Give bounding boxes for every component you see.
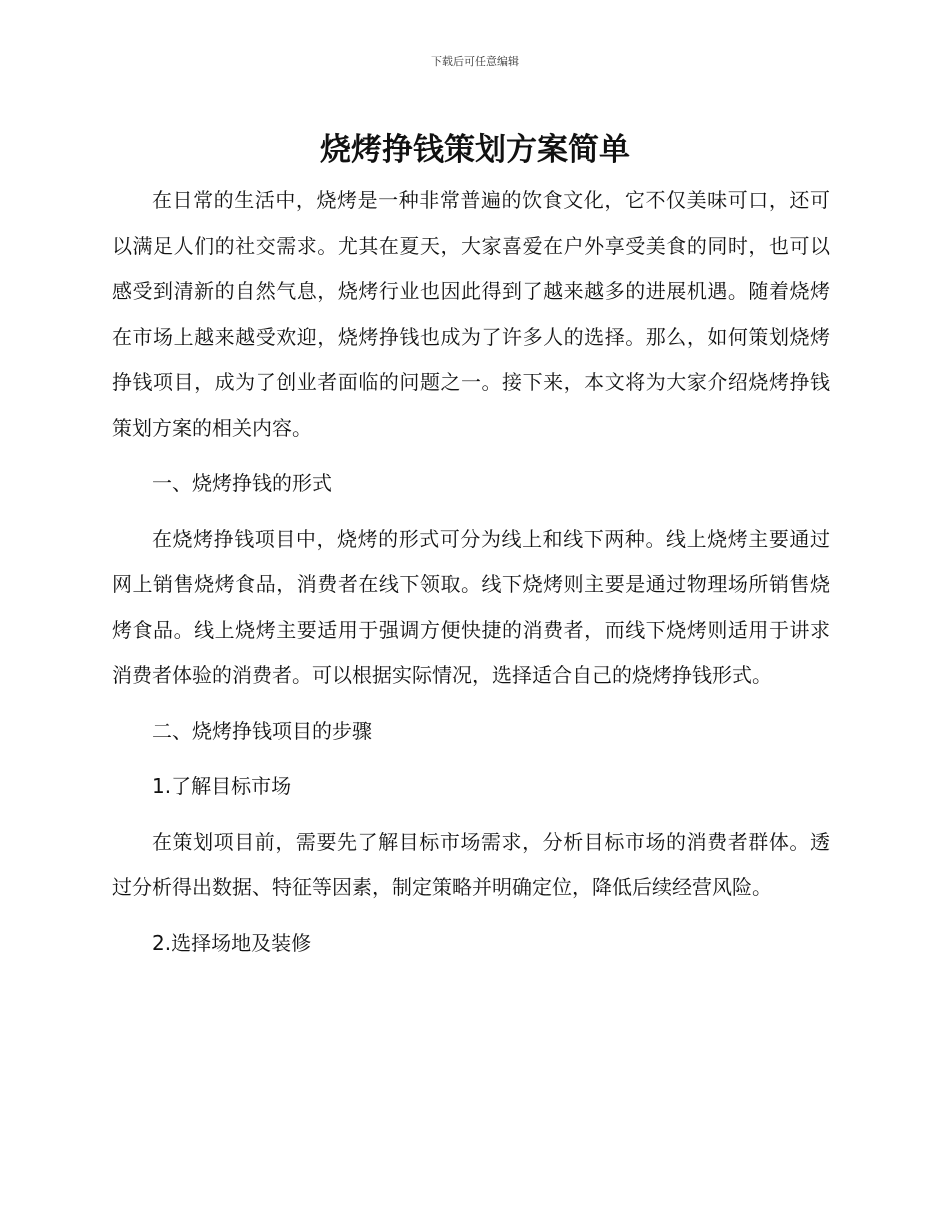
spacer xyxy=(112,911,830,921)
section-heading-forms: 一、烧烤挣钱的形式 xyxy=(152,471,332,495)
spacer xyxy=(112,699,830,709)
step-heading-venue: 2.选择场地及装修 xyxy=(152,930,312,955)
document-body xyxy=(112,178,830,966)
spacer xyxy=(112,451,830,461)
spacer xyxy=(112,754,830,764)
page-header-note: 下载后可任意编辑 xyxy=(431,55,519,68)
spacer xyxy=(112,810,830,820)
intro-paragraph: 在日常的生活中，烧烤是一种非常普遍的饮食文化，它不仅美味可口，还可以满足人们的社交需求。尤其在夏天，大家喜爱在户外享受美食的同时，也可以感受到清新的自然气息，烧烤行业也因此得到了越来越多的进展机遇。随着烧烤在市场上越来越受欢迎，烧烤挣钱也成为了许多人的选择。那么，如何策划烧烤挣钱项目，成为了创业者面临的问题之一。接下来，本文将为大家介绍烧烤挣钱策划方案的相关内容。 xyxy=(112,188,830,440)
step-heading-market: 1.了解目标市场 xyxy=(152,774,292,798)
forms-paragraph: 在烧烤挣钱项目中，烧烤的形式可分为线上和线下两种。线上烧烤主要通过网上销售烧烤食品，消费者在线下领取。线下烧烤则主要是通过物理场所销售烧烤食品。线上烧烤主要适用于强调方便快捷的消费者，而线下烧烤则适用于讲求消费者体验的消费者。可以根据实际情况，选择适合自己的烧烤挣钱形式。 xyxy=(112,526,830,687)
document-title: 烧烤挣钱策划方案简单 xyxy=(320,132,630,168)
market-paragraph: 在策划项目前，需要先了解目标市场需求，分析目标市场的消费者群体。透过分析得出数据、特征等因素，制定策略并明确定位，降低后续经营风险。 xyxy=(112,829,830,899)
section-heading-steps: 二、烧烤挣钱项目的步骤 xyxy=(152,718,372,743)
spacer xyxy=(112,507,830,517)
